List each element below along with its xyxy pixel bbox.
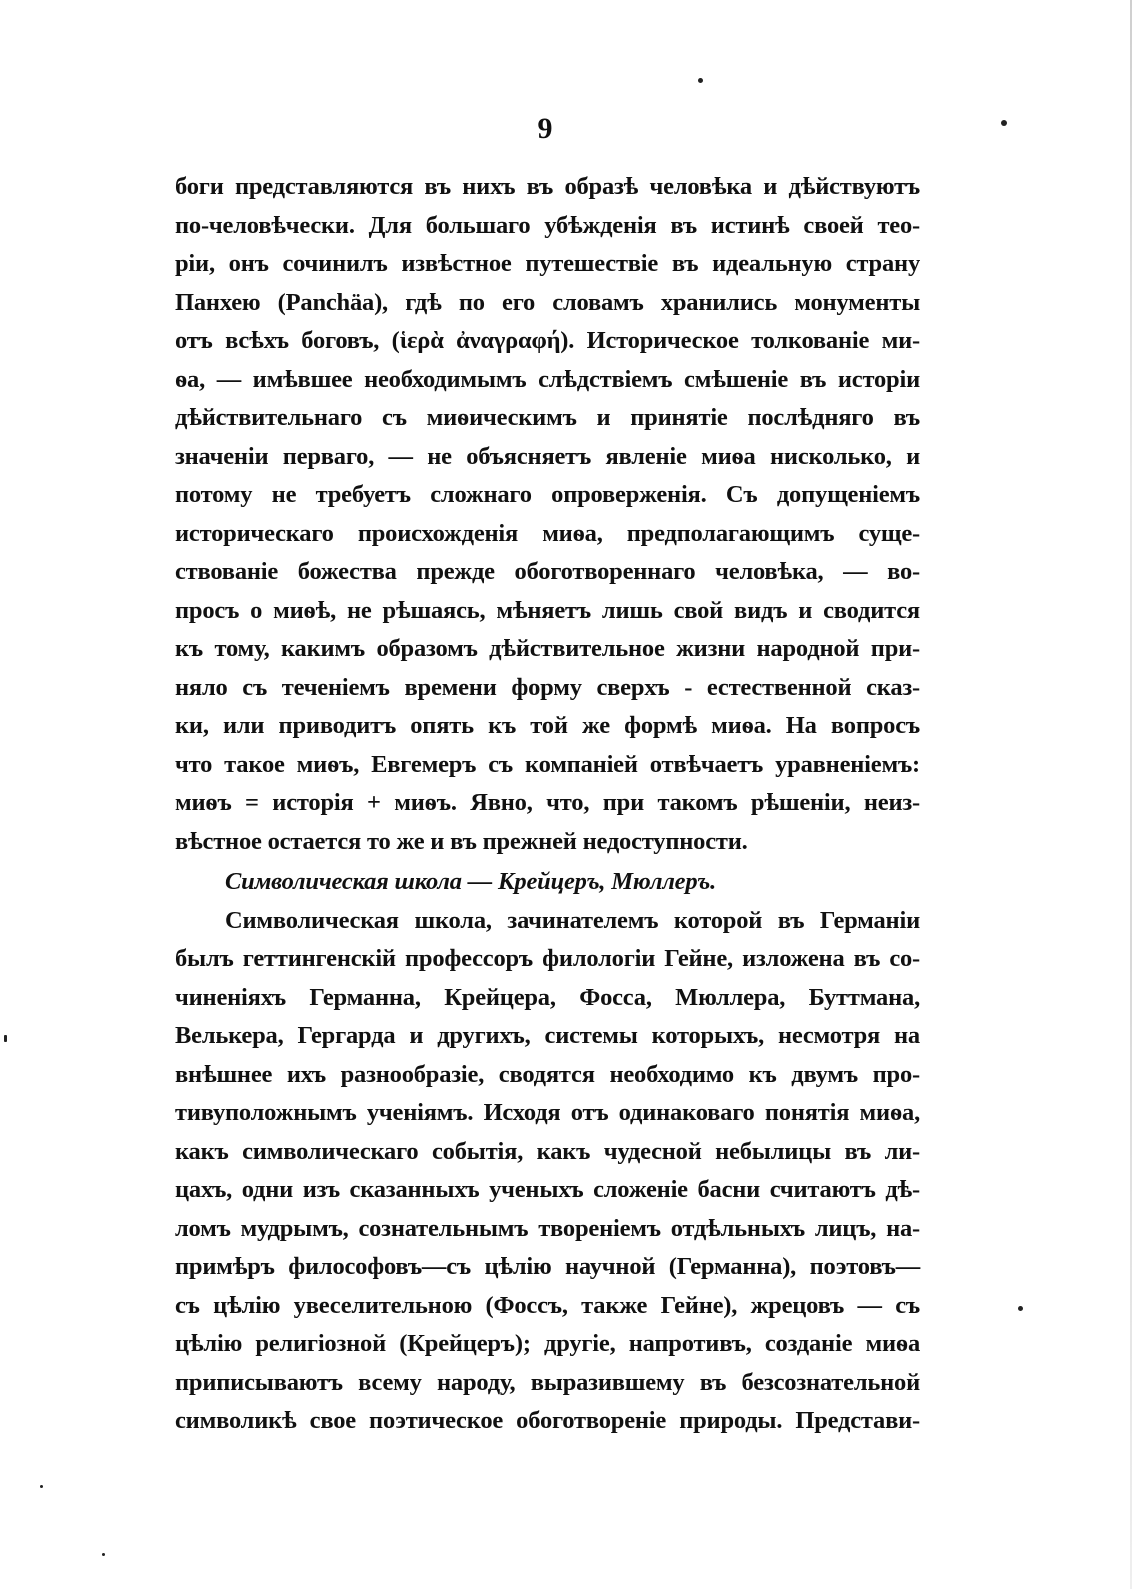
text-line: какъ символическаго событія, какъ чудесной небылицы въ ли-: [175, 1137, 920, 1165]
section-heading: Символическая школа — Крейцеръ, Мюллеръ.: [225, 868, 717, 895]
text-line: по-человѣчески. Для большаго убѣжденія въ истинѣ своей тео-: [175, 211, 920, 239]
text-line: Велькера, Гергарда и другихъ, системы которыхъ, несмотря на: [175, 1022, 920, 1049]
text-line: цѣлію религіозной (Крейцеръ); другіе, напротивъ, созданіе миѳа: [175, 1330, 920, 1357]
text-line: ломъ мудрымъ, сознательнымъ твореніемъ отдѣльныхъ лицъ, на-: [175, 1214, 920, 1242]
text-line: ѳа, — имѣвшее необходимымъ слѣдствіемъ смѣшеніе въ исторіи: [175, 365, 920, 393]
text-line: просъ о миѳѣ, не рѣшаясь, мѣняетъ лишь свой видъ и сводится: [175, 596, 920, 624]
text-line: няло съ теченіемъ времени форму сверхъ - естественной сказ-: [175, 673, 920, 701]
text-line: отъ всѣхъ боговъ, (ἱερὰ ἀναγραφή). Историческое толкованіе ми-: [175, 327, 920, 354]
text-line: миѳъ = исторія + миѳъ. Явно, что, при такомъ рѣшеніи, неиз-: [175, 789, 920, 816]
scan-speck: [698, 78, 703, 83]
scan-speck: [40, 1485, 43, 1488]
text-line: ріи, онъ сочинилъ извѣстное путешествіе въ идеальную страну: [175, 250, 920, 277]
text-line: внѣшнее ихъ разнообразіе, сводятся необходимо къ двумъ про-: [175, 1060, 920, 1088]
text-line: ки, или приводитъ опять къ той же формѣ миѳа. На вопросъ: [175, 712, 920, 739]
text-line: вѣстное остается то же и въ прежней недоступности.: [175, 827, 748, 855]
text-line: потому не требуетъ сложнаго опроверженія. Съ допущеніемъ: [175, 481, 920, 508]
text-line: значеніи перваго, — не объясняетъ явленіе миѳа нисколько, и: [175, 442, 920, 470]
text-line: былъ геттингенскій профессоръ филологіи Гейне, изложена въ со-: [175, 945, 920, 972]
scan-speck: [1018, 1306, 1023, 1311]
text-line: боги представляются въ нихъ въ образѣ человѣка и дѣйствуютъ: [175, 173, 920, 200]
page-number: 9: [537, 112, 553, 145]
text-line: что такое миѳъ, Евгемеръ съ компаніей отвѣчаетъ уравненіемъ:: [175, 750, 920, 778]
text-line: чиненіяхъ Германна, Крейцера, Фосса, Мюллера, Буттмана,: [175, 983, 920, 1011]
text-line: историческаго происхожденія миѳа, предполагающимъ суще-: [175, 519, 920, 547]
text-line: приписываютъ всему народу, выразившему въ безсознательной: [175, 1368, 920, 1396]
body-text: [175, 168, 920, 1441]
text-line: съ цѣлію увеселительною (Фоссъ, также Гейне), жрецовъ — съ: [175, 1291, 920, 1319]
text-line: ствованіе божества прежде обоготвореннаго человѣка, — во-: [175, 558, 920, 585]
scan-speck: [102, 1553, 105, 1556]
text-line: примѣръ философовъ—съ цѣлію научной (Германна), поэтовъ—: [175, 1253, 920, 1280]
text-line: символикѣ свое поэтическое обоготвореніе природы. Представи-: [175, 1407, 920, 1434]
text-line: къ тому, какимъ образомъ дѣйствительное жизни народной при-: [175, 635, 920, 662]
text-line: цахъ, одни изъ сказанныхъ ученыхъ сложеніе басни считаютъ дѣ-: [175, 1176, 920, 1203]
text-line: дѣйствительнаго съ миѳическимъ и принятіе послѣдняго въ: [175, 404, 920, 431]
scan-speck: [4, 1035, 7, 1042]
text-line: Панхею (Panchäa), гдѣ по его словамъ хранились монументы: [175, 288, 920, 316]
text-line: тивуположнымъ ученіямъ. Исходя отъ одинаковаго понятія миѳа,: [175, 1099, 920, 1126]
page-edge-shadow: [1130, 0, 1132, 1589]
paragraph-first-line: Символическая школа, зачинателемъ которой въ Германіи: [225, 906, 920, 934]
